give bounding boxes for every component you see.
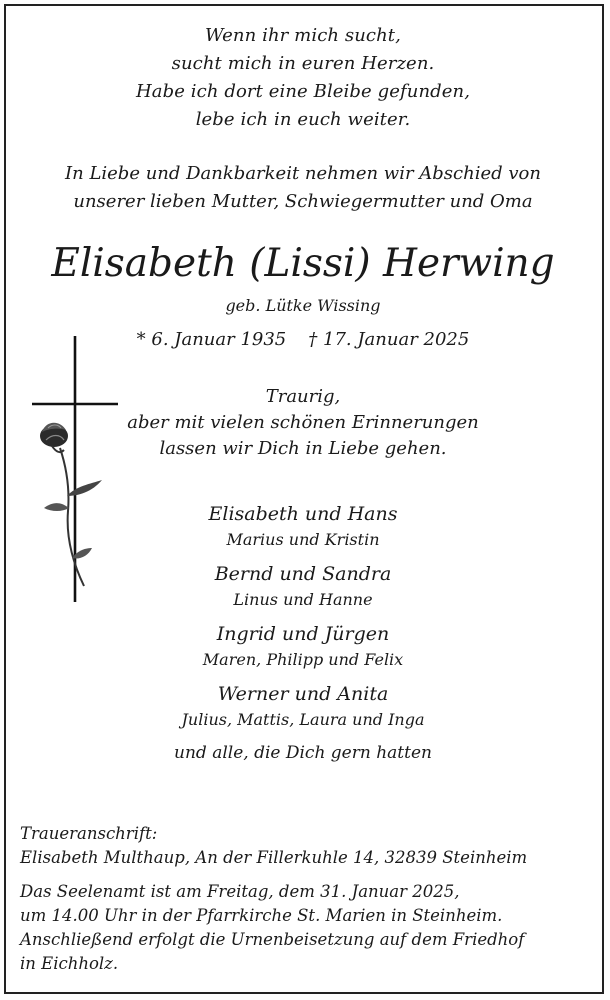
family-group bbox=[0, 620, 606, 672]
address-label: Traueranschrift: bbox=[20, 824, 158, 843]
deceased-name: Elisabeth (Lissi) Herwing bbox=[51, 241, 555, 286]
farewell-intro bbox=[0, 160, 606, 216]
service-line: Das Seelenamt ist am Freitag, dem 31. Januar 2025, bbox=[20, 882, 460, 901]
family-couple: Ingrid und Jürgen bbox=[216, 623, 390, 645]
maiden-name: geb. Lütke Wissing bbox=[225, 296, 381, 315]
family-couple: Werner und Anita bbox=[217, 683, 389, 705]
poem-line: Habe ich dort eine Bleibe gefunden, bbox=[135, 81, 471, 102]
family-closing: und alle, die Dich gern hatten bbox=[174, 743, 432, 763]
family-children: Linus und Hanne bbox=[233, 590, 373, 609]
poem bbox=[0, 22, 606, 134]
intro-line: In Liebe und Dankbarkeit nehmen wir Abschied von bbox=[65, 163, 541, 184]
poem-line: sucht mich in euren Herzen. bbox=[171, 53, 435, 74]
mourning-line: Traurig, bbox=[265, 386, 341, 407]
family-group bbox=[0, 500, 606, 552]
mourning-text bbox=[0, 384, 606, 462]
service-line: um 14.00 Uhr in der Pfarrkirche St. Marien in Steinheim. bbox=[20, 906, 503, 925]
family-group bbox=[0, 680, 606, 732]
service-line: Anschließend erfolgt die Urnenbeisetzung auf dem Friedhof bbox=[20, 930, 525, 949]
mourning-address bbox=[20, 822, 590, 870]
mourning-line: aber mit vielen schönen Erinnerungen bbox=[127, 412, 479, 433]
intro-line: unserer lieben Mutter, Schwiegermutter und Oma bbox=[73, 191, 533, 212]
poem-line: Wenn ihr mich sucht, bbox=[205, 25, 401, 46]
service-info bbox=[20, 880, 590, 976]
family-couple: Bernd und Sandra bbox=[214, 563, 392, 585]
poem-line: lebe ich in euch weiter. bbox=[195, 109, 411, 130]
family-children: Maren, Philipp und Felix bbox=[202, 650, 404, 669]
family-group bbox=[0, 560, 606, 612]
family-children: Marius und Kristin bbox=[226, 530, 380, 549]
family-children: Julius, Mattis, Laura und Inga bbox=[181, 710, 425, 729]
family-list bbox=[0, 500, 606, 766]
service-line: in Eichholz. bbox=[20, 954, 119, 973]
address-line: Elisabeth Multhaup, An der Fillerkuhle 14, 32839 Steinheim bbox=[20, 848, 528, 867]
family-couple: Elisabeth und Hans bbox=[208, 503, 398, 525]
mourning-line: lassen wir Dich in Liebe gehen. bbox=[159, 438, 447, 459]
birth-date: * 6. Januar 1935 bbox=[136, 329, 287, 350]
death-date: † 17. Januar 2025 bbox=[308, 329, 470, 350]
